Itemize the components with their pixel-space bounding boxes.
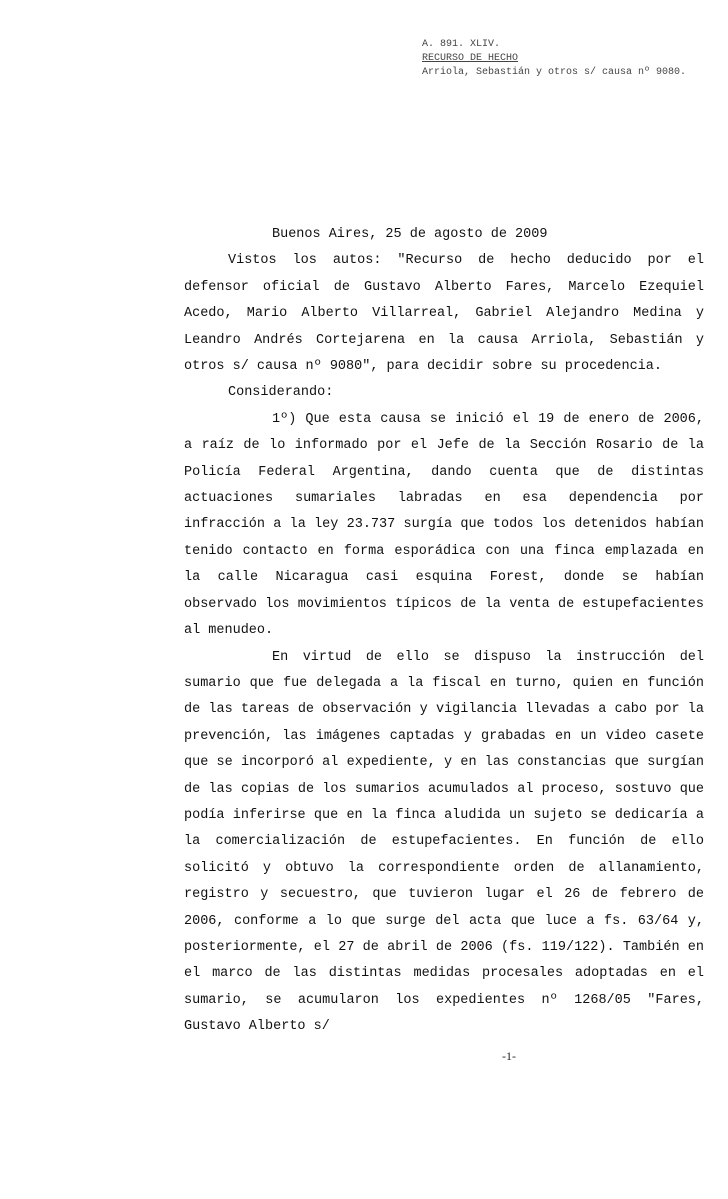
page-number: -1- (502, 1049, 516, 1063)
case-number: A. 891. XLIV. (422, 39, 501, 50)
dateline: Buenos Aires, 25 de agosto de 2009 (272, 227, 548, 242)
paragraph-2: En virtud de ello se dispuso la instrucción del sumario que fue delegada a la fiscal en turno, quien en función de las tareas de observación y vigilancia llevadas a cabo por la prevención, las imágenes captadas y grabadas en un video casete que se incorporó al expediente, y en las constancias que surgían de las copias de los sumarios acumulados al proceso, sostuvo que podía inferirse que en la finca aludida un sujeto se dedicaría a la comercialización de estupefacientes. En función de ello solicitó y obtuvo la correspondiente orden de allanamiento, registro y secuestro, que tuvieron lugar el 26 de febrero de 2006, conforme a lo que surge del acta que luce a fs. 63/64 y, posteriormente, el 27 de abril de 2006 (fs. 119/122). También en el marco de las distintas medidas procesales adoptadas en el sumario, se acumularon los expedientes nº 1268/05 "Fares, Gustavo Alberto s/ (184, 649, 704, 1035)
case-header (422, 38, 722, 80)
document-body (184, 222, 704, 1041)
case-type: RECURSO DE HECHO (422, 53, 519, 64)
vistos-paragraph: Vistos los autos: "Recurso de hecho deducido por el defensor oficial de Gustavo Alberto Fares, Marcelo Ezequiel Acedo, Mario Alberto Villarreal, Gabriel Alejandro Medina y Leandro Andrés Cortejarena en la causa Arriola, Sebastián y otros s/ causa nº 9080", para decidir sobre su procedencia. (184, 253, 704, 375)
considerando-heading: Considerando: (228, 385, 334, 401)
case-title: Arriola, Sebastián y otros s/ causa nº 9080. (422, 67, 687, 78)
paragraph-1: 1º) Que esta causa se inició el 19 de enero de 2006, a raíz de lo informado por el Jefe de la Sección Rosario de la Policía Federal Argentina, dando cuenta que de distintas actuaciones sumariales labradas en esa dependencia por infracción a la ley 23.737 surgía que todos los detenidos habían tenido contacto en forma esporádica con una finca emplazada en la calle Nicaragua casi esquina Forest, donde se habían observado los movimientos típicos de la venta de estupefacientes al menudeo. (184, 411, 704, 639)
